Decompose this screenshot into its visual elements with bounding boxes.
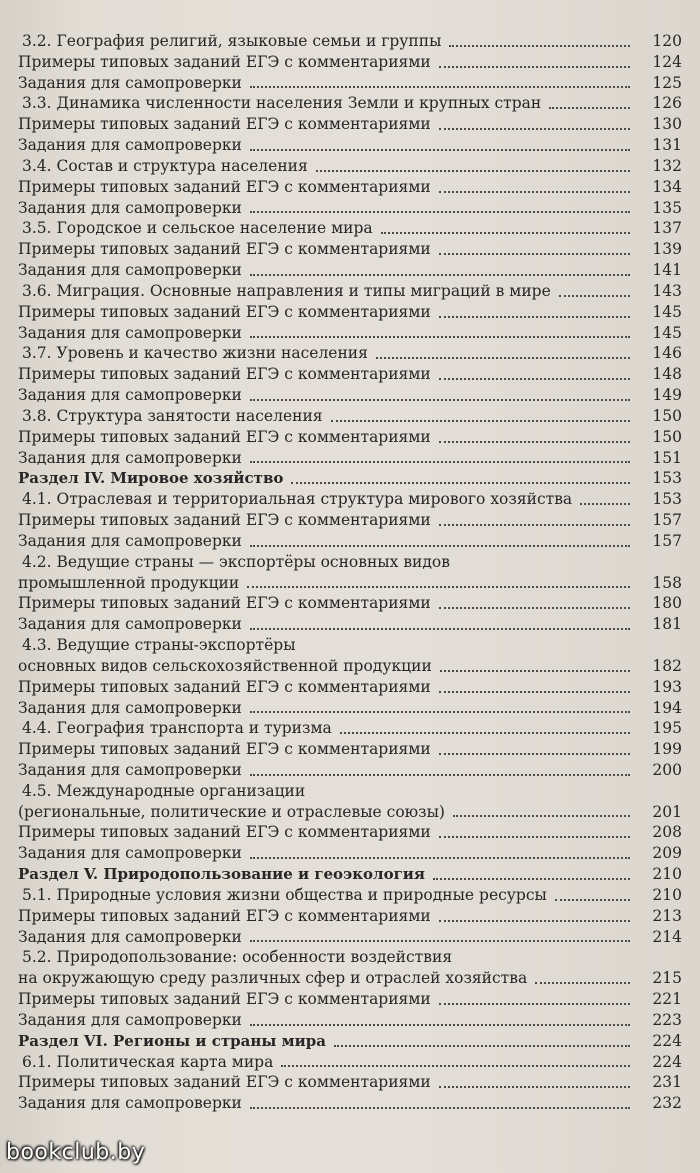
dot-leader xyxy=(433,878,630,880)
toc-entry-title: Раздел IV. Мировое хозяйство xyxy=(18,469,284,488)
toc-entry-title: Задания для самопроверки xyxy=(18,531,242,550)
dot-leader xyxy=(439,128,630,130)
toc-section-heading xyxy=(18,864,684,885)
toc-entry-title: 3.3. Динамика численности населения Земли и крупных стран xyxy=(22,94,542,113)
toc-page-number: 180 xyxy=(652,594,682,613)
toc-page-number: 151 xyxy=(652,448,682,467)
toc-subsection-entry xyxy=(18,635,684,656)
dot-leader xyxy=(439,524,630,526)
dot-leader xyxy=(250,461,630,463)
dot-leader xyxy=(334,1045,630,1047)
toc-page-number: 232 xyxy=(652,1094,682,1113)
toc-entry-title: 4.5. Международные организации xyxy=(22,781,306,800)
toc-page-number: 224 xyxy=(652,1031,682,1050)
toc-page-number: 182 xyxy=(652,656,682,675)
dot-leader xyxy=(250,628,630,630)
toc-entry xyxy=(18,302,684,323)
toc-page-number: 120 xyxy=(652,32,682,50)
toc-entry-title: Задания для самопроверки xyxy=(18,1010,242,1029)
dot-leader xyxy=(439,253,630,255)
dot-leader xyxy=(250,1024,630,1026)
dot-leader xyxy=(250,149,630,151)
toc-page-number: 195 xyxy=(652,719,682,738)
toc-page-number: 201 xyxy=(652,802,682,821)
toc-page-number: 157 xyxy=(652,531,682,550)
toc-page-number: 132 xyxy=(652,156,682,175)
dot-leader xyxy=(449,45,630,47)
toc-page-number: 126 xyxy=(652,94,682,113)
toc-page-number: 208 xyxy=(652,823,682,842)
toc-entry xyxy=(18,364,684,385)
dot-leader xyxy=(250,774,630,776)
dot-leader xyxy=(559,295,630,297)
toc-entry-title: Примеры типовых заданий ЕГЭ с комментариями xyxy=(18,511,431,530)
dot-leader xyxy=(439,378,630,380)
dot-leader xyxy=(580,503,630,505)
toc-entry-title: Раздел VI. Регионы и страны мира xyxy=(18,1031,326,1050)
dot-leader xyxy=(453,815,630,817)
toc-entry-title: Задания для самопроверки xyxy=(18,698,242,717)
toc-page-number: 146 xyxy=(652,344,682,363)
toc-entry-title: Примеры типовых заданий ЕГЭ с комментариями xyxy=(18,52,431,71)
toc-page-number: 145 xyxy=(652,302,682,321)
toc-entry-title: Примеры типовых заданий ЕГЭ с комментариями xyxy=(18,1073,431,1092)
toc-entry-title: 4.2. Ведущие страны — экспортёры основных видов xyxy=(22,552,450,571)
dot-leader xyxy=(250,545,630,547)
toc-entry-title: Задания для самопроверки xyxy=(18,927,242,946)
toc-entry xyxy=(18,906,684,927)
dot-leader xyxy=(439,316,630,318)
toc-entry xyxy=(18,843,684,864)
dot-leader xyxy=(250,274,630,276)
toc-entry-title: 3.8. Структура занятости населения xyxy=(22,406,323,425)
toc-entry-title: Примеры типовых заданий ЕГЭ с комментариями xyxy=(18,906,431,925)
dot-leader xyxy=(250,336,630,338)
toc-subsection-entry xyxy=(18,781,684,802)
toc-page-number: 153 xyxy=(652,490,682,509)
dot-leader xyxy=(439,1086,630,1088)
toc-page-number: 210 xyxy=(652,885,682,904)
toc-entry-title: Примеры типовых заданий ЕГЭ с комментариями xyxy=(18,240,431,259)
toc-page-number: 157 xyxy=(652,511,682,530)
dot-leader xyxy=(535,982,630,984)
dot-leader xyxy=(291,482,630,484)
toc-page-number: 150 xyxy=(652,406,682,425)
dot-leader xyxy=(247,586,630,588)
toc-entry-title: 3.5. Городское и сельское население мира xyxy=(22,219,373,238)
dot-leader xyxy=(331,420,630,422)
toc-subsection-entry xyxy=(18,489,684,510)
toc-entry xyxy=(18,573,684,594)
toc-entry-title: 5.1. Природные условия жизни общества и природные ресурсы xyxy=(22,885,547,904)
dot-leader xyxy=(439,691,630,693)
toc-entry-title: 4.4. География транспорта и туризма xyxy=(22,719,332,738)
toc-entry-title: Раздел V. Природопользование и геоэкология xyxy=(18,865,426,884)
toc-entry-title: Примеры типовых заданий ЕГЭ с комментариями xyxy=(18,823,431,842)
toc-entry-title: (региональные, политические и отраслевые союзы) xyxy=(18,802,445,821)
dot-leader xyxy=(281,1065,630,1067)
toc-subsection-entry xyxy=(18,281,684,302)
toc-entry xyxy=(18,656,684,677)
toc-page-number: 141 xyxy=(652,261,682,280)
dot-leader xyxy=(439,1003,630,1005)
toc-entry xyxy=(18,1010,684,1031)
toc-page-number: 135 xyxy=(652,198,682,217)
toc-subsection-entry xyxy=(18,552,684,573)
toc-subsection-entry xyxy=(18,343,684,364)
toc-subsection-entry xyxy=(18,218,684,239)
toc-page-number: 149 xyxy=(652,386,682,405)
toc-entry xyxy=(18,135,684,156)
toc-entry-title: Примеры типовых заданий ЕГЭ с комментариями xyxy=(18,177,431,196)
toc-entry xyxy=(18,260,684,281)
toc-entry xyxy=(18,531,684,552)
toc-entry xyxy=(18,323,684,344)
toc-entry xyxy=(18,73,684,94)
toc-entry xyxy=(18,802,684,823)
toc-entry-title: 5.2. Природопользование: особенности воздействия xyxy=(22,948,453,967)
toc-subsection-entry xyxy=(18,93,684,114)
dot-leader xyxy=(549,107,630,109)
toc-page-number: 153 xyxy=(652,469,682,488)
toc-entry-title: 3.4. Состав и структура населения xyxy=(22,156,308,175)
toc-entry-title: Примеры типовых заданий ЕГЭ с комментариями xyxy=(18,990,431,1009)
toc-page-number: 124 xyxy=(652,52,682,71)
dot-leader xyxy=(440,670,630,672)
toc-page-number: 224 xyxy=(652,1052,682,1071)
toc-page-number: 131 xyxy=(652,136,682,155)
dot-leader xyxy=(316,170,630,172)
toc-entry-title: 3.2. География религий, языковые семьи и группы xyxy=(22,32,442,50)
toc-page-number: 139 xyxy=(652,240,682,259)
toc-page-number: 130 xyxy=(652,115,682,134)
toc-page-number: 193 xyxy=(652,677,682,696)
toc-entry-title: Примеры типовых заданий ЕГЭ с комментариями xyxy=(18,302,431,321)
toc-entry-title: Примеры типовых заданий ЕГЭ с комментариями xyxy=(18,677,431,696)
toc-entry xyxy=(18,239,684,260)
toc-entry xyxy=(18,510,684,531)
dot-leader xyxy=(439,920,630,922)
toc-page-number: 213 xyxy=(652,906,682,925)
toc-entry-title: Задания для самопроверки xyxy=(18,1094,242,1113)
toc-entry xyxy=(18,989,684,1010)
dot-leader xyxy=(250,211,630,213)
dot-leader xyxy=(381,232,630,234)
toc-entry xyxy=(18,448,684,469)
toc-entry-title: Примеры типовых заданий ЕГЭ с комментариями xyxy=(18,594,431,613)
dot-leader xyxy=(439,753,630,755)
toc-page-number: 231 xyxy=(652,1073,682,1092)
dot-leader xyxy=(439,836,630,838)
toc-section-heading xyxy=(18,468,684,489)
toc-page-number: 223 xyxy=(652,1010,682,1029)
toc-page-number: 200 xyxy=(652,760,682,779)
toc-entry-title: Задания для самопроверки xyxy=(18,136,242,155)
toc-entry-title: Задания для самопроверки xyxy=(18,261,242,280)
toc-page-number: 148 xyxy=(652,365,682,384)
toc-subsection-entry xyxy=(18,947,684,968)
toc-entry-title: 3.6. Миграция. Основные направления и типы миграций в мире xyxy=(22,281,551,300)
toc-entry-title: 4.1. Отраслевая и территориальная структура мирового хозяйства xyxy=(22,490,573,509)
toc-page-number: 214 xyxy=(652,927,682,946)
toc-entry xyxy=(18,968,684,989)
toc-entry xyxy=(18,1093,684,1114)
dot-leader xyxy=(250,1107,630,1109)
dot-leader xyxy=(555,899,630,901)
dot-leader xyxy=(250,399,630,401)
toc-page-number: 125 xyxy=(652,73,682,92)
toc-entry xyxy=(18,427,684,448)
toc-entry-title: 3.7. Уровень и качество жизни населения xyxy=(22,344,368,363)
toc-page-number: 194 xyxy=(652,698,682,717)
toc-entry xyxy=(18,739,684,760)
toc-entry-title: Задания для самопроверки xyxy=(18,73,242,92)
toc-entry-title: Примеры типовых заданий ЕГЭ с комментариями xyxy=(18,115,431,134)
toc-entry xyxy=(18,198,684,219)
toc-page-number: 209 xyxy=(652,844,682,863)
toc-page-number: 150 xyxy=(652,427,682,446)
watermark-logo: bookclub.by xyxy=(6,1140,146,1165)
toc-entry-title: промышленной продукции xyxy=(18,573,240,592)
toc-entry-title: Задания для самопроверки xyxy=(18,323,242,342)
dot-leader xyxy=(376,357,630,359)
toc-entry-title: 6.1. Политическая карта мира xyxy=(22,1052,274,1071)
toc-entry xyxy=(18,593,684,614)
toc-entry xyxy=(18,614,684,635)
toc-page-number: 137 xyxy=(652,219,682,238)
toc-entry-title: на окружающую среду различных сфер и отраслей хозяйства xyxy=(18,969,528,988)
toc-page-number: 210 xyxy=(652,865,682,884)
toc-entry-title: основных видов сельскохозяйственной продукции xyxy=(18,656,432,675)
toc-entry-title: Примеры типовых заданий ЕГЭ с комментариями xyxy=(18,365,431,384)
toc-subsection-entry xyxy=(18,885,684,906)
dot-leader xyxy=(439,66,630,68)
toc-entry xyxy=(18,927,684,948)
toc-page-number: 134 xyxy=(652,177,682,196)
toc-page-number: 181 xyxy=(652,615,682,634)
dot-leader xyxy=(250,857,630,859)
toc-entry-title: 4.3. Ведущие страны-экспортёры xyxy=(22,636,296,655)
toc-entry-title: Примеры типовых заданий ЕГЭ с комментариями xyxy=(18,427,431,446)
toc-entry xyxy=(18,677,684,698)
toc-entry xyxy=(18,52,684,73)
toc-entry xyxy=(18,822,684,843)
toc-entry xyxy=(18,177,684,198)
toc-page-number: 145 xyxy=(652,323,682,342)
toc-page-number: 215 xyxy=(652,969,682,988)
toc-entry xyxy=(18,114,684,135)
toc-entry xyxy=(18,698,684,719)
toc-entry xyxy=(18,1072,684,1093)
toc-entry-title: Задания для самопроверки xyxy=(18,760,242,779)
toc-page-number: 143 xyxy=(652,281,682,300)
toc-page-number: 199 xyxy=(652,740,682,759)
toc-entry-title: Задания для самопроверки xyxy=(18,844,242,863)
toc-page-number: 158 xyxy=(652,573,682,592)
dot-leader xyxy=(439,441,630,443)
toc-subsection-entry xyxy=(18,156,684,177)
toc-subsection-entry xyxy=(18,31,684,52)
dot-leader xyxy=(439,191,630,193)
dot-leader xyxy=(250,711,630,713)
toc-subsection-entry xyxy=(18,1052,684,1073)
toc-subsection-entry xyxy=(18,406,684,427)
toc-entry xyxy=(18,760,684,781)
toc-section-heading xyxy=(18,1031,684,1052)
dot-leader xyxy=(250,940,630,942)
dot-leader xyxy=(250,86,630,88)
toc-entry-title: Задания для самопроверки xyxy=(18,615,242,634)
toc-entry-title: Задания для самопроверки xyxy=(18,386,242,405)
toc-page-number: 221 xyxy=(652,990,682,1009)
toc-entry-title: Задания для самопроверки xyxy=(18,448,242,467)
toc-entry-title: Задания для самопроверки xyxy=(18,198,242,217)
toc-subsection-entry xyxy=(18,718,684,739)
toc-entry-title: Примеры типовых заданий ЕГЭ с комментариями xyxy=(18,740,431,759)
dot-leader xyxy=(340,732,630,734)
table-of-contents xyxy=(18,31,684,1114)
toc-entry xyxy=(18,385,684,406)
dot-leader xyxy=(439,607,630,609)
